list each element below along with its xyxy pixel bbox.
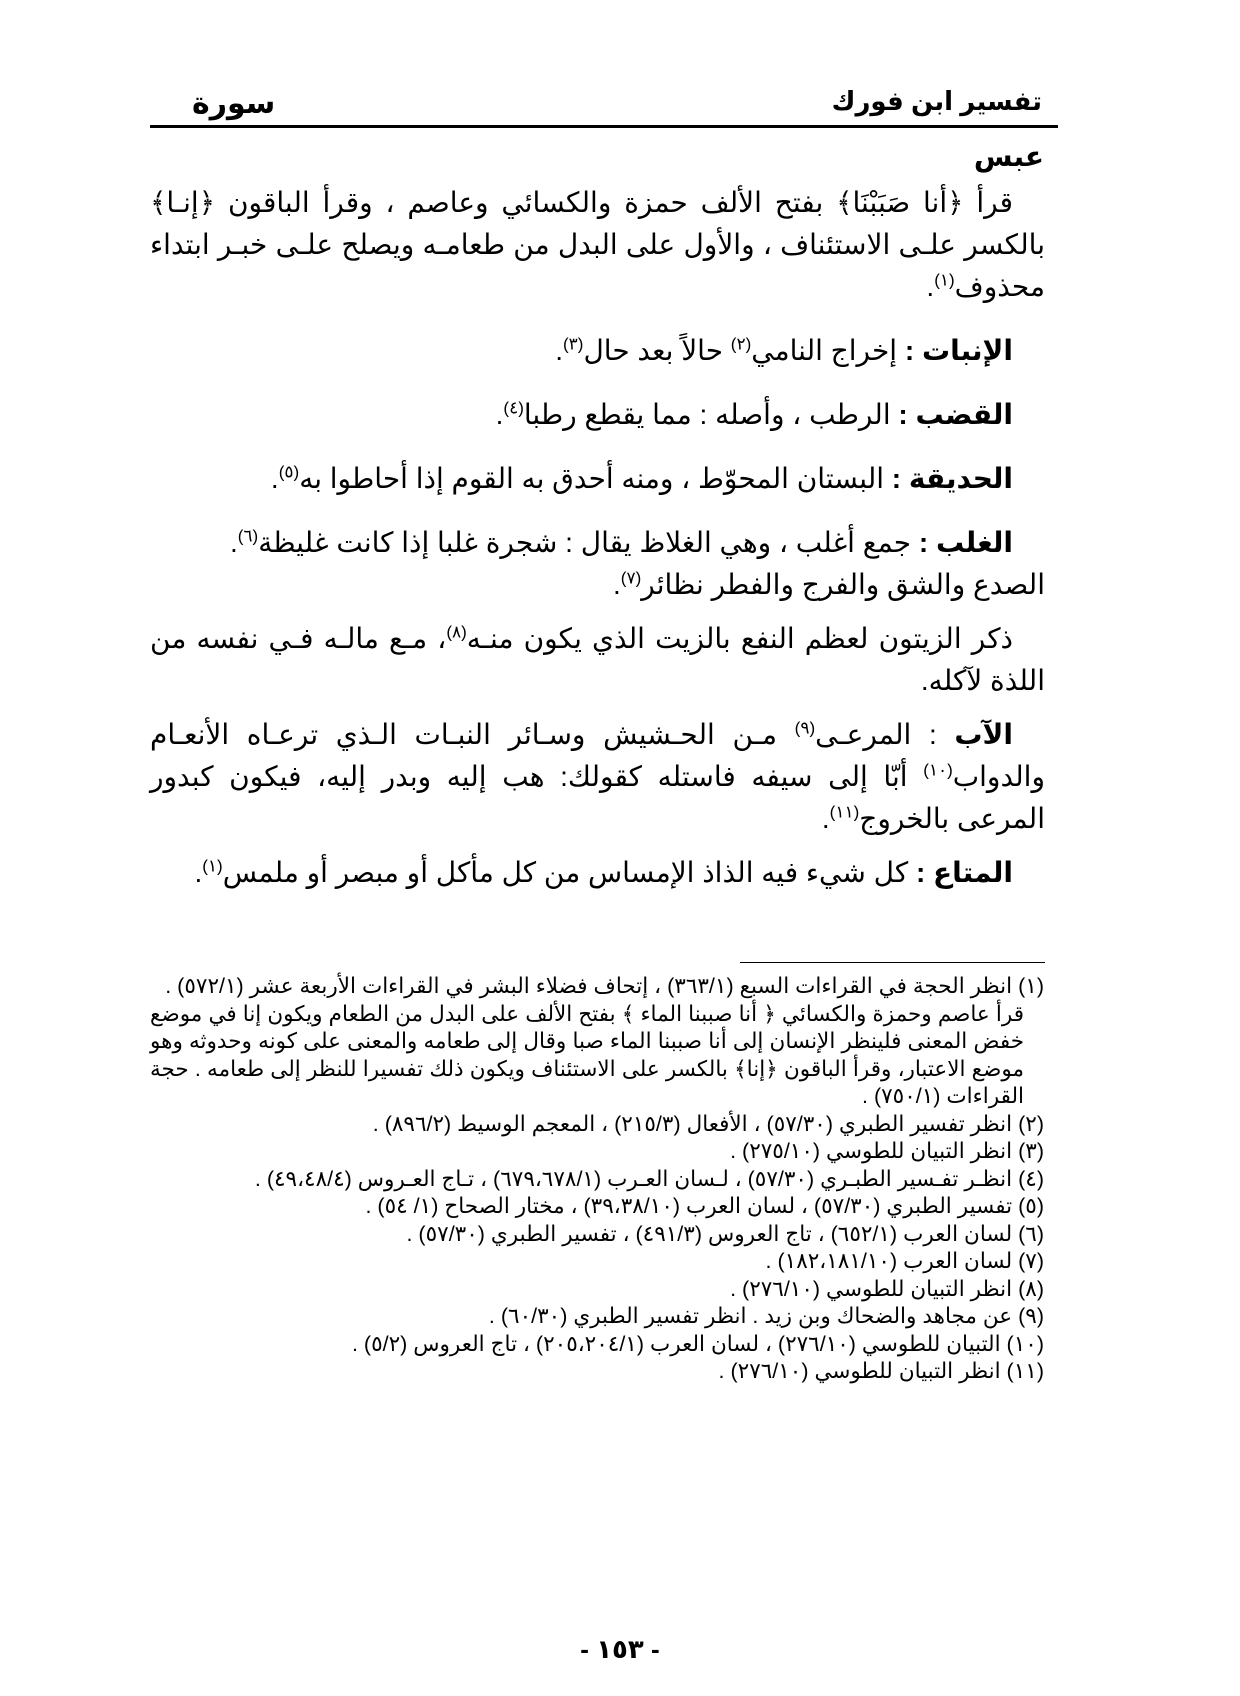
footnote-7: (٧) لسان العرب (١٨٢،١٨١/١٠) . [765,1249,1044,1273]
footnote-9: (٩) عن مجاهد والضحاك وبن زيد . انظر تفسير الطبري (٦٠/٣٠) . [488,1304,1044,1328]
entry-term: المتاع : [915,857,1013,888]
footnote-1-continuation: قرأ عاصم وحمزة والكسائي ﴿ أنا صببنا الماء ﴾ بفتح الألف على البدل من الطعام ويكون إنا في موضع خفض المعنى فلينظر الإنسان إلى أنا صببنا الماء صبا وقال إلى طعامه والمعنى على كونه وحدوثه وهو موضع الاعتبار، وقرأ الباقون ﴿إنا﴾ بالكسر على الاستئناف ويكون ذلك تفسيرا للنظر إلى طعامه . حجة القراءات (٧٥٠/١) . [150,1001,1024,1108]
entry-text: مـن الحـشيش وسـائر النبـات الـذي ترعـاه الأنعـام والدواب [150,719,1045,792]
footnote-ref: (٩) [794,718,816,738]
entry-end: . [495,399,504,430]
entry-end: . [555,335,563,366]
footnote-separator [740,962,1045,963]
footnote-11: (١١) انظر التبيان للطوسي (٢٧٦/١٠) . [718,1359,1044,1383]
footnotes [150,973,1044,1386]
footnote-8: (٨) انظر التبيان للطوسي (٢٧٦/١٠) . [730,1276,1044,1301]
main-text [150,182,1045,894]
entry-term: الغلب : [918,527,1013,558]
entry-mataa [150,852,1045,894]
footnote-ref: (٧) [620,568,642,588]
footnote-ref: (١١) [829,802,860,822]
paragraph-text: ذكر الزيتون لعظم النفع بالزيت الذي يكون منـه [466,623,1013,654]
entry-term: الآب [954,719,1013,750]
entry-hadiqa [150,458,1045,500]
footnote-6: (٦) لسان العرب (٦٥٢/١) ، تاج العروس (٤٩١/٣) ، تفسير الطبري (٥٧/٣٠) . [406,1221,1044,1246]
footnote-1: (١) انظر الحجة في القراءات السبع (٣٦٣/١) ، إتحاف فضلاء البشر في القراءات الأربعة عشر (٥٧٢/١) . [165,974,1044,998]
entry-text: جمع أغلب ، وهي الغلاظ يقال : شجرة غلبا إذا كانت غليظة [258,527,919,558]
entry-text: إخراج النامي [751,335,905,366]
footnote-ref: (٣) [562,334,584,354]
entry-text: الرطب ، وأصله : مما يقطع رطبا [523,399,899,430]
book-title: تفسير ابن فورك [831,86,1042,116]
paragraph-text: قرأ ﴿أنا صَبَبْنَا﴾ بفتح الألف حمزة والكسائي وعاصم ، وقرأ الباقون ﴿إنـا﴾ بالكسر علـى الاستئناف ، والأول على البدل من طعامـه ويصلح علـى خبـر ابتداء محذوف [150,187,1045,302]
entry-text: كل شيء فيه الذاذ الإمساس من كل مأكل أو مبصر أو ملمس [222,857,916,888]
header-rule [150,125,1058,128]
paragraph-text: الصدع والشق والفرج والفطر نظائر [641,569,1045,600]
entry-text: أبّا إلى سيفه فاستله كقولك: هب إليه وبدر إليه، فيكون كبدور المرعى بالخروج [150,761,1045,834]
footnote-10: (١٠) التبيان للطوسي (٢٧٦/١٠) ، لسان العرب (٢٠٥،٢٠٤/١) ، تاج العروس (٥/٢) . [351,1331,1044,1356]
paragraph-olive [150,618,1045,702]
footnote-ref: (٢) [730,334,752,354]
footnote-ref: (٥) [278,462,300,482]
entry-term: القضب : [898,399,1013,430]
entry-text: البستان المحوّط ، ومنه أحدق به القوم إذا أحاطوا به [299,463,892,494]
footnote-4: (٤) انظـر تفـسير الطبـري (٥٧/٣٠) ، لـسان العـرب (٦٧٩،٦٧٨/١) ، تـاج العـروس (٤٩،٤٨/٤) . [254,1166,1044,1191]
paragraph-end: . [612,569,621,600]
paragraph-text: ، مـع مالـه فـي نفسه من اللذة لآكله. [150,623,1045,696]
page-number: - ١٥٣ - [580,1634,660,1664]
entry-text: : المرعـى [815,719,955,750]
footnote-ref: (١) [934,270,955,290]
paragraph-end: . [926,271,935,302]
footnote-ref: (١) [202,856,223,876]
entry-end: . [821,803,830,834]
footnote-2: (٢) انظر تفسير الطبري (٥٧/٣٠) ، الأفعال (٢١٥/٣) ، المعجم الوسيط (٨٩٦/٢) . [372,1111,1044,1136]
footnote-ref: (٤) [503,398,524,418]
entry-ghulb [150,522,1045,564]
paragraph-synonyms [150,564,1045,606]
section-label: سورة [192,87,276,120]
entry-inbat [150,330,1045,372]
footnote-3: (٣) انظر التبيان للطوسي (٢٧٥/١٠) . [730,1139,1044,1163]
footnote-5: (٥) تفسير الطبري (٥٧/٣٠) ، لسان العرب (٣٩،٣٨/١٠) ، مختار الصحاح (١/ ٥٤) . [365,1194,1044,1218]
footnote-ref: (٨) [446,622,467,642]
entry-end: . [229,527,238,558]
entry-end: . [270,463,279,494]
entry-text: حالاً بعد حال [583,335,731,366]
entry-qadb [150,394,1045,436]
paragraph-reading [150,182,1045,308]
entry-term: الإنبات : [904,335,1013,366]
entry-abb [150,714,1045,840]
footnote-ref: (١٠) [923,760,953,780]
surah-name: عبس [973,141,1044,172]
entry-term: الحديقة : [891,463,1013,494]
footnote-ref: (٦) [237,526,259,546]
entry-end: . [194,857,203,888]
